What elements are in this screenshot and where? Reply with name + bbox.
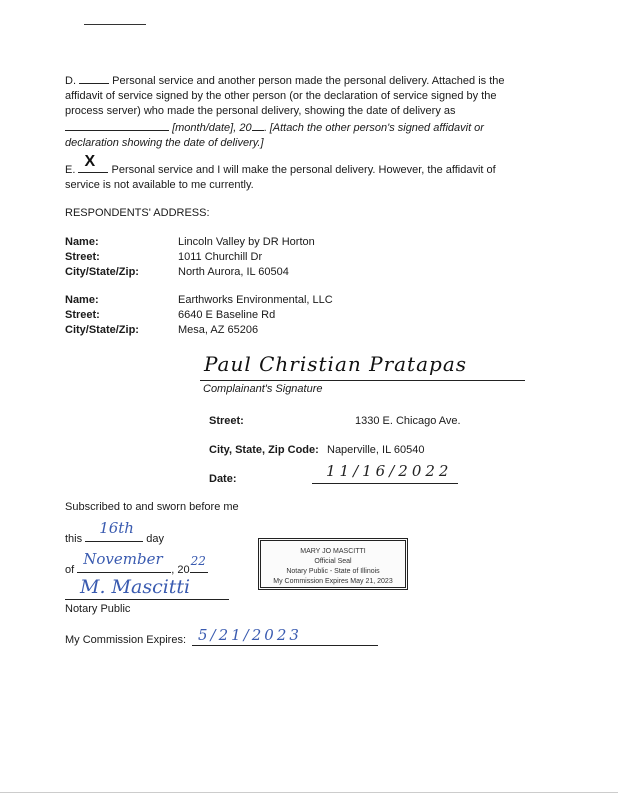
complainant-signature: Paul Christian Pratapas: [204, 352, 468, 376]
header-mark: [84, 24, 146, 25]
respondent-1-labels: Name: Street: City/State/Zip:: [65, 236, 139, 278]
complainant-city: Naperville, IL 60540: [327, 444, 425, 456]
complainant-street: 1330 E. Chicago Ave.: [355, 415, 461, 427]
notary-signature: M. Mascitti: [80, 576, 191, 598]
subscribed-intro: Subscribed to and sworn before me: [65, 501, 239, 513]
sworn-month-value: November: [83, 550, 163, 568]
section-e: E. X Personal service and I will make the personal delivery. However, the affidavit of service is not available to me currently.: [65, 153, 496, 191]
delivery-date-blank: [65, 119, 169, 131]
sworn-day-line: this 16th day: [65, 519, 164, 545]
respondent-1-name: Lincoln Valley by DR Horton: [178, 236, 315, 248]
notary-seal-stamp: MARY JO MASCITTI Official Seal Notary Public - State of Illinois My Commission Expires May 21, 2023: [258, 538, 408, 590]
commission-label: My Commission Expires:: [65, 634, 187, 646]
respondent-1-values: [178, 235, 315, 280]
respondent-2-city: Mesa, AZ 65206: [178, 324, 259, 336]
respondent-2-labels: Name: Street: City/State/Zip:: [65, 294, 139, 336]
page-bottom-edge: [0, 792, 618, 793]
commission-value: 5/21/2023: [198, 626, 302, 644]
notary-signature-line: [65, 599, 229, 600]
respondent-2-street: 6640 E Baseline Rd: [178, 309, 276, 321]
check-mark-icon: X: [84, 153, 96, 170]
notary-public-label: Notary Public: [65, 603, 131, 615]
sworn-month-line: of November , 20 22: [65, 550, 206, 576]
section-d-line4: [month/date], 20 . [Attach the other person's signed affidavit or: [65, 119, 535, 136]
complainant-street-label: Street:: [209, 415, 244, 427]
complainant-city-label: City, State, Zip Code:: [209, 444, 319, 456]
respondents-heading: RESPONDENTS' ADDRESS:: [65, 207, 210, 219]
complainant-date: 11/16/2022: [326, 462, 453, 480]
sworn-year-value: 22: [190, 554, 206, 568]
section-d: [65, 72, 535, 151]
respondent-1-street: 1011 Churchill Dr: [178, 251, 263, 263]
section-d-blank: [79, 72, 109, 84]
commission-line: [192, 645, 378, 646]
complainant-date-label: Date:: [209, 473, 237, 485]
section-e-check: [78, 153, 108, 173]
respondent-2-values: [178, 293, 333, 338]
complainant-signature-line: [200, 380, 525, 381]
section-d-line3: process server) who made the personal delivery, showing the date of delivery as: [65, 105, 456, 117]
complainant-date-line: [312, 483, 458, 484]
respondent-2-name: Earthworks Environmental, LLC: [178, 294, 333, 306]
sworn-day-value: 16th: [99, 519, 134, 537]
signature-caption: Complainant's Signature: [203, 383, 323, 395]
section-d-line2: affidavit of service signed by the other person (or the declaration of service signed by the: [65, 90, 497, 102]
section-d-line1: D. Personal service and another person made the personal delivery. Attached is the: [65, 72, 535, 89]
section-d-line5: declaration showing the date of delivery.]: [65, 137, 264, 149]
respondent-1-city: North Aurora, IL 60504: [178, 266, 289, 278]
